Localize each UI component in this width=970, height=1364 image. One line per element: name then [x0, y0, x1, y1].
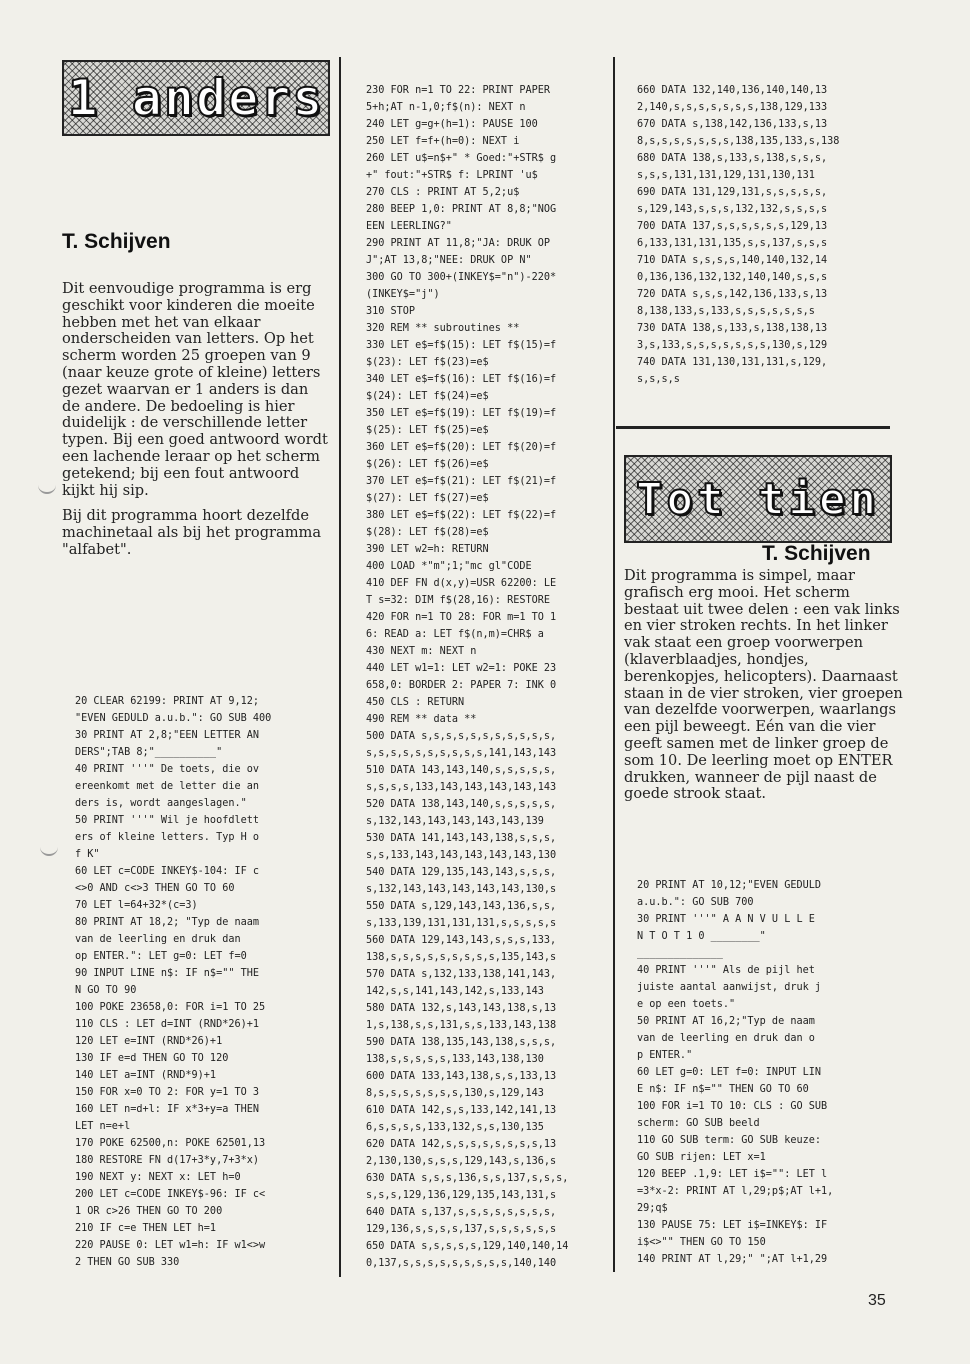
code-line: 110 GO SUB term: GO SUB keuze:	[637, 1135, 822, 1146]
code-line: 410 DEF FN d(x,y)=USR 62200: LE	[366, 578, 557, 589]
code-line: 510 DATA 143,143,140,s,s,s,s,s,	[366, 765, 557, 776]
article-author: T. Schijven	[762, 542, 871, 565]
code-line: 630 DATA s,s,s,136,s,s,137,s,s,s,	[366, 1173, 569, 1184]
code-line: 670 DATA s,138,142,136,133,s,13	[637, 119, 828, 130]
code-line: 8,s,s,s,s,s,s,s,138,135,133,s,138	[637, 136, 840, 147]
code-line: 50 PRINT '''" Wil je hoofdlett	[75, 815, 260, 826]
binder-hole-mark	[38, 478, 56, 494]
code-line: +" fout:"+STR$ f: LPRINT 'u$	[366, 170, 538, 181]
code-line: 590 DATA 138,135,143,138,s,s,s,	[366, 1037, 557, 1048]
code-line: 540 DATA 129,135,143,143,s,s,s,	[366, 867, 557, 878]
article-intro	[62, 281, 328, 568]
paragraph: Dit eenvoudige programma is erg geschikt voor kinderen die moeite hebben met het van elkaar onderscheiden van letters. Op het scherm worden 25 groepen van 9 (naar keuze grote of kleine) letters gezet waarvan er 1 anders is dan de andere. De bedoeling is hier duidelijk : de verschillende letter typen. Bij een goed antwoord wordt een lachende leraar op het scherm getekend; bij een fout antwoord kijkt hij sip.	[62, 280, 328, 499]
code-line: $(23): LET f$(23)=e$	[366, 357, 489, 368]
code-line: 350 LET e$=f$(19): LET f$(19)=f	[366, 408, 557, 419]
code-line: 280 BEEP 1,0: PRINT AT 8,8;"NOG	[366, 204, 557, 215]
code-line: s,s,s,s,133,143,143,143,143,143	[366, 782, 557, 793]
code-line: s,132,143,143,143,143,143,130,s	[366, 884, 557, 895]
code-line: 29;q$	[637, 1203, 668, 1214]
code-line: 330 LET e$=f$(15): LET f$(15)=f	[366, 340, 557, 351]
code-line: 610 DATA 142,s,s,133,142,141,13	[366, 1105, 557, 1116]
code-line: 340 LET e$=f$(16): LET f$(16)=f	[366, 374, 557, 385]
code-line: 20 PRINT AT 10,12;"EVEN GEDULD	[637, 880, 822, 891]
code-line: s,s,s,s	[637, 374, 680, 385]
code-line: 700 DATA 137,s,s,s,s,s,s,129,13	[637, 221, 828, 232]
code-line: LET n=e+l	[75, 1121, 131, 1132]
code-line: 60 LET c=CODE INKEY$-104: IF c	[75, 866, 260, 877]
code-line: 310 STOP	[366, 306, 416, 317]
code-line: 138,s,s,s,s,s,133,143,138,130	[366, 1054, 544, 1065]
code-line: 130 PAUSE 75: LET i$=INKEY$: IF	[637, 1220, 828, 1231]
code-line: 40 PRINT '''" De toets, die ov	[75, 764, 260, 775]
page-number: 35	[868, 1292, 886, 1309]
article-title: Tot tien	[636, 473, 880, 525]
code-line: 690 DATA 131,129,131,s,s,s,s,s,	[637, 187, 828, 198]
code-line: s,132,143,143,143,143,143,139	[366, 816, 544, 827]
code-line: 500 DATA s,s,s,s,s,s,s,s,s,s,s,	[366, 731, 557, 742]
code-line: 380 LET e$=f$(22): LET f$(22)=f	[366, 510, 557, 521]
code-line: 720 DATA s,s,s,142,136,133,s,13	[637, 289, 828, 300]
code-line: p ENTER."	[637, 1050, 693, 1061]
code-line: 370 LET e$=f$(21): LET f$(21)=f	[366, 476, 557, 487]
article-author: T. Schijven	[62, 230, 171, 253]
code-line: J";AT 13,8;"NEE: DRUK OP N"	[366, 255, 532, 266]
code-line: 530 DATA 141,143,143,138,s,s,s,	[366, 833, 557, 844]
column-divider	[339, 57, 341, 1277]
code-line: ______________	[637, 948, 723, 959]
code-line: $(28): LET f$(28)=e$	[366, 527, 489, 538]
code-line: a.u.b.": GO SUB 700	[637, 897, 754, 908]
column-divider	[613, 57, 615, 1272]
code-line: 430 NEXT m: NEXT n	[366, 646, 477, 657]
code-line: 680 DATA 138,s,133,s,138,s,s,s,	[637, 153, 828, 164]
paragraph: Bij dit programma hoort dezelfde machinetaal als bij het programma "alfabet".	[62, 507, 322, 558]
code-line: 230 FOR n=1 TO 22: PRINT PAPER	[366, 85, 551, 96]
code-line: $(27): LET f$(27)=e$	[366, 493, 489, 504]
code-line: $(26): LET f$(26)=e$	[366, 459, 489, 470]
code-line: 730 DATA 138,s,133,s,138,138,13	[637, 323, 828, 334]
code-line: 640 DATA s,137,s,s,s,s,s,s,s,s,	[366, 1207, 557, 1218]
code-line: 290 PRINT AT 11,8;"JA: DRUK OP	[366, 238, 551, 249]
code-line: (INKEY$="j")	[366, 289, 440, 300]
code-line: $(24): LET f$(24)=e$	[366, 391, 489, 402]
code-line: 740 DATA 131,130,131,131,s,129,	[637, 357, 828, 368]
code-line: 270 CLS : PRINT AT 5,2;u$	[366, 187, 520, 198]
code-line: 90 INPUT LINE n$: IF n$="" THE	[75, 968, 260, 979]
code-line: 5+h;AT n-1,0;f$(n): NEXT n	[366, 102, 526, 113]
code-line: 0,136,136,132,132,140,140,s,s,s	[637, 272, 828, 283]
code-line: 6,133,131,131,135,s,s,137,s,s,s	[637, 238, 828, 249]
code-line: 0,137,s,s,s,s,s,s,s,s,s,140,140	[366, 1258, 557, 1269]
paragraph: Dit programma is simpel, maar grafisch erg mooi. Het scherm bestaat uit twee delen : een vak links en vier stroken rechts. In het linker vak staat een groep voorwerpen (klaverblaadjes, hondjes, berenkopjes, helicopters). Daarnaast staan in de vier stroken, vier groepen van dezelfde voorwerpen, waarlangs een pijl beweegt. Eén van die vier geeft samen met de linker groep de som 10. De leerling moet op ENTER drukken, wanneer de pijl naast de goede strook staat.	[624, 567, 903, 803]
code-listing	[75, 693, 335, 1271]
code-line: GO SUB rijen: LET x=1	[637, 1152, 766, 1163]
code-line: 180 RESTORE FN d(17+3*y,7+3*x)	[75, 1155, 260, 1166]
code-line: 400 LOAD *"m";1;"mc gl"CODE	[366, 561, 532, 572]
code-line: op ENTER.": LET g=0: LET f=0	[75, 951, 247, 962]
code-line: s,s,s,129,136,129,135,143,131,s	[366, 1190, 557, 1201]
code-line: 120 LET e=INT (RND*26)+1	[75, 1036, 223, 1047]
code-line: 550 DATA s,129,143,143,136,s,s,	[366, 901, 557, 912]
code-line: scherm: GO SUB beeld	[637, 1118, 760, 1129]
code-line: 50 PRINT AT 16,2;"Typ de naam	[637, 1016, 815, 1027]
code-line: 6,s,s,s,s,133,132,s,s,130,135	[366, 1122, 544, 1133]
code-line: 8,138,133,s,133,s,s,s,s,s,s,s	[637, 306, 815, 317]
code-listing	[637, 877, 881, 1268]
code-line: juiste aantal aanwijst, druk j	[637, 982, 822, 993]
code-line: ers of kleine letters. Typ H o	[75, 832, 260, 843]
code-line: 190 NEXT y: NEXT x: LET h=0	[75, 1172, 241, 1183]
code-line: 580 DATA 132,s,143,143,138,s,13	[366, 1003, 557, 1014]
code-line: 70 LET l=64+32*(c=3)	[75, 900, 198, 911]
code-line: 100 FOR i=1 TO 10: CLS : GO SUB	[637, 1101, 828, 1112]
code-listing	[366, 82, 594, 1272]
code-line: 320 REM ** subroutines **	[366, 323, 520, 334]
code-line: 390 LET w2=h: RETURN	[366, 544, 489, 555]
code-line: N GO TO 90	[75, 985, 137, 996]
code-line: f K"	[75, 849, 100, 860]
code-line: s,s,s,s,s,s,s,s,s,s,141,143,143	[366, 748, 557, 759]
code-line: 200 LET c=CODE INKEY$-96: IF c<	[75, 1189, 266, 1200]
code-line: =3*x-2: PRINT AT l,29;p$;AT l+1,	[637, 1186, 834, 1197]
code-line: 1 OR c>26 THEN GO TO 200	[75, 1206, 223, 1217]
code-line: 300 GO TO 300+(INKEY$="n")-220*	[366, 272, 557, 283]
code-line: 140 PRINT AT l,29;" ";AT l+1,29	[637, 1254, 828, 1265]
code-line: E n$: IF n$="" THEN GO TO 60	[637, 1084, 809, 1095]
binder-hole-mark	[40, 840, 58, 856]
code-line: DERS";TAB 8;"__________"	[75, 747, 223, 758]
code-listing	[637, 82, 881, 388]
code-line: 2,130,130,s,s,s,129,143,s,136,s	[366, 1156, 557, 1167]
code-line: 160 LET n=d+l: IF x*3+y=a THEN	[75, 1104, 260, 1115]
article-title: 1 anders	[67, 69, 325, 127]
code-line: T s=32: DIM f$(28,16): RESTORE	[366, 595, 551, 606]
code-line: 600 DATA 133,143,138,s,s,133,13	[366, 1071, 557, 1082]
code-line: 2 THEN GO SUB 330	[75, 1257, 180, 1268]
article-title-banner	[62, 60, 330, 136]
code-line: 660 DATA 132,140,136,140,140,13	[637, 85, 828, 96]
code-line: 8,s,s,s,s,s,s,s,130,s,129,143	[366, 1088, 544, 1099]
code-line: van de leerling en druk dan o	[637, 1033, 815, 1044]
article-intro	[624, 568, 906, 812]
code-line: 450 CLS : RETURN	[366, 697, 465, 708]
code-line: 130 IF e=d THEN GO TO 120	[75, 1053, 229, 1064]
code-line: 210 IF c=e THEN LET h=1	[75, 1223, 217, 1234]
code-line: "EVEN GEDULD a.u.b.": GO SUB 400	[75, 713, 272, 724]
code-line: 620 DATA 142,s,s,s,s,s,s,s,s,13	[366, 1139, 557, 1150]
code-line: 650 DATA s,s,s,s,s,129,140,140,14	[366, 1241, 569, 1252]
code-line: 80 PRINT AT 18,2; "Typ de naam	[75, 917, 260, 928]
code-line: 20 CLEAR 62199: PRINT AT 9,12;	[75, 696, 260, 707]
code-line: 420 FOR n=1 TO 28: FOR m=1 TO 1	[366, 612, 557, 623]
code-line: s,133,139,131,131,131,s,s,s,s,s	[366, 918, 557, 929]
code-line: 138,s,s,s,s,s,s,s,s,s,135,143,s	[366, 952, 557, 963]
code-line: 360 LET e$=f$(20): LET f$(20)=f	[366, 442, 557, 453]
code-line: 6: READ a: LET f$(n,m)=CHR$ a	[366, 629, 544, 640]
code-line: 520 DATA 138,143,140,s,s,s,s,s,	[366, 799, 557, 810]
section-divider	[616, 426, 890, 429]
code-line: e op een toets."	[637, 999, 736, 1010]
code-line: 560 DATA 129,143,143,s,s,s,133,	[366, 935, 557, 946]
code-line: s,129,143,s,s,s,132,132,s,s,s,s	[637, 204, 828, 215]
code-line: EEN LEERLING?"	[366, 221, 452, 232]
code-line: 220 PAUSE 0: LET w1=h: IF w1<>w	[75, 1240, 266, 1251]
code-line: 110 CLS : LET d=INT (RND*26)+1	[75, 1019, 260, 1030]
code-line: 490 REM ** data **	[366, 714, 477, 725]
code-line: 658,0: BORDER 2: PAPER 7: INK 0	[366, 680, 557, 691]
code-line: van de leerling en druk dan	[75, 934, 241, 945]
code-line: 3,s,133,s,s,s,s,s,s,s,130,s,129	[637, 340, 828, 351]
article-title-banner	[624, 455, 892, 543]
code-line: s,s,133,143,143,143,143,143,130	[366, 850, 557, 861]
code-line: 260 LET u$=n$+" * Goed:"+STR$ g	[366, 153, 557, 164]
code-line: 1,s,138,s,s,131,s,s,133,143,138	[366, 1020, 557, 1031]
code-line: 710 DATA s,s,s,s,140,140,132,14	[637, 255, 828, 266]
code-line: 142,s,s,141,143,142,s,133,143	[366, 986, 544, 997]
code-line: 129,136,s,s,s,s,137,s,s,s,s,s,s	[366, 1224, 557, 1235]
code-line: 40 PRINT '''" Als de pijl het	[637, 965, 815, 976]
code-line: N T O T 1 0 ________"	[637, 931, 766, 942]
code-line: 440 LET w1=1: LET w2=1: POKE 23	[366, 663, 557, 674]
code-line: 250 LET f=f+(h=0): NEXT i	[366, 136, 520, 147]
code-line: ders is, wordt aangeslagen."	[75, 798, 247, 809]
code-line: <>0 AND c<>3 THEN GO TO 60	[75, 883, 235, 894]
code-line: 150 FOR x=0 TO 2: FOR y=1 TO 3	[75, 1087, 260, 1098]
code-line: 60 LET g=0: LET f=0: INPUT LIN	[637, 1067, 822, 1078]
code-line: 170 POKE 62500,n: POKE 62501,13	[75, 1138, 266, 1149]
code-line: 30 PRINT '''" A A N V U L L E	[637, 914, 815, 925]
code-line: 570 DATA s,132,133,138,141,143,	[366, 969, 557, 980]
code-line: 100 POKE 23658,0: FOR i=1 TO 25	[75, 1002, 266, 1013]
code-line: 2,140,s,s,s,s,s,s,s,138,129,133	[637, 102, 828, 113]
code-line: ereenkomt met de letter die an	[75, 781, 260, 792]
code-line: i$<>"" THEN GO TO 150	[637, 1237, 766, 1248]
code-line: s,s,s,131,131,129,131,130,131	[637, 170, 815, 181]
code-line: 140 LET a=INT (RND*9)+1	[75, 1070, 217, 1081]
code-line: 120 BEEP .1,9: LET i$="": LET l	[637, 1169, 828, 1180]
code-line: $(25): LET f$(25)=e$	[366, 425, 489, 436]
code-line: 240 LET g=g+(h=1): PAUSE 100	[366, 119, 538, 130]
code-line: 30 PRINT AT 2,8;"EEN LETTER AN	[75, 730, 260, 741]
